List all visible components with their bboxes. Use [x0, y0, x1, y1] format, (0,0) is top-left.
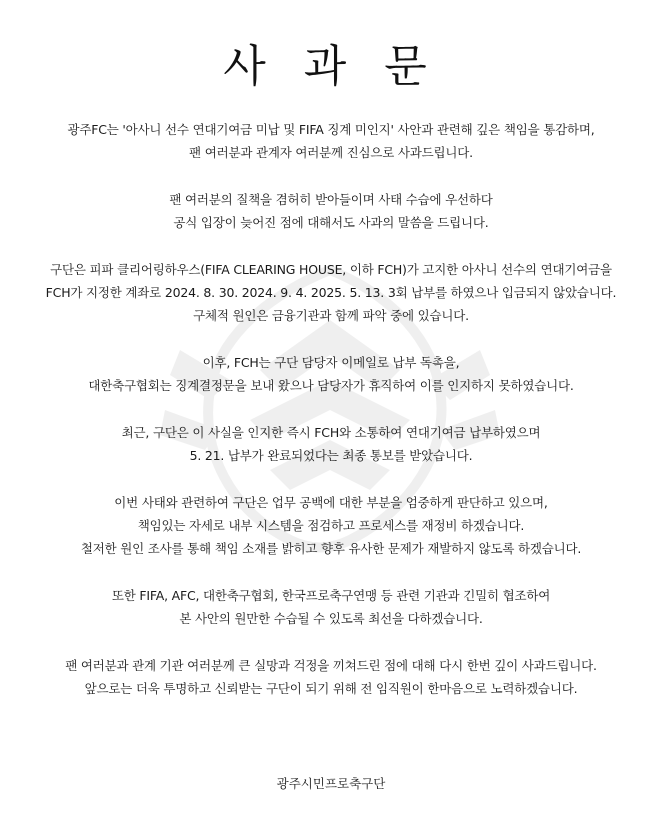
text-line: 광주FC는 '아사니 선수 연대기여금 미납 및 FIFA 징계 미인지' 사안과 관련해 깊은 책임을 통감하며, — [67, 122, 595, 137]
text-line: 5. 21. 납부가 완료되었다는 최종 통보를 받았습니다. — [189, 448, 473, 463]
paragraph-8 — [0, 654, 662, 700]
paragraph-3 — [0, 258, 662, 327]
signature: 광주시민프로축구단 — [276, 776, 386, 791]
document-title: 사 과 문 — [223, 41, 439, 92]
text-line: 대한축구협회는 징계결정문을 보내 왔으나 담당자가 휴직하여 이를 인지하지 못하였습니다. — [88, 378, 574, 393]
text-line: 또한 FIFA, AFC, 대한축구협회, 한국프로축구연맹 등 관련 기관과 긴밀히 협조하여 — [111, 588, 551, 603]
apology-body — [0, 118, 662, 724]
text-line: 책임있는 자세로 내부 시스템을 점검하고 프로세스를 재정비 하겠습니다. — [137, 518, 525, 533]
text-line: 이번 사태와 관련하여 구단은 업무 공백에 대한 부분을 엄중하게 판단하고 있으며, — [114, 495, 548, 510]
paragraph-6 — [0, 491, 662, 560]
text-line: 최근, 구단은 이 사실을 인지한 즉시 FCH와 소통하여 연대기여금 납부하였으며 — [121, 425, 541, 440]
text-line: 앞으로는 더욱 투명하고 신뢰받는 구단이 되기 위해 전 임직원이 한마음으로 노력하겠습니다. — [84, 681, 578, 696]
text-line: FCH가 지정한 계좌로 2024. 8. 30. 2024. 9. 4. 2025. 5. 13. 3회 납부를 하였으나 입금되지 않았습니다. — [45, 285, 617, 300]
text-line: 구체적 원인은 금융기관과 함께 파악 중에 있습니다. — [193, 308, 469, 323]
paragraph-5 — [0, 421, 662, 467]
text-line: 구단은 피파 클리어링하우스(FIFA CLEARING HOUSE, 이하 FCH)가 고지한 아사니 선수의 연대기여금을 — [50, 262, 612, 277]
paragraph-1 — [0, 118, 662, 164]
text-line: 팬 여러분과 관계자 여러분께 진심으로 사과드립니다. — [189, 145, 473, 160]
text-line: 이후, FCH는 구단 담당자 이메일로 납부 독촉을, — [202, 355, 460, 370]
text-line: 공식 입장이 늦어진 점에 대해서도 사과의 말씀을 드립니다. — [173, 215, 489, 230]
text-line: 팬 여러분과 관계 기관 여러분께 큰 실망과 걱정을 끼쳐드린 점에 대해 다시 한번 깊이 사과드립니다. — [65, 658, 597, 673]
text-line: 팬 여러분의 질책을 겸허히 받아들이며 사태 수습에 우선하다 — [169, 192, 493, 207]
text-line: 철저한 원인 조사를 통해 책임 소재를 밝히고 향후 유사한 문제가 재발하지 않도록 하겠습니다. — [80, 541, 582, 556]
paragraph-2 — [0, 188, 662, 234]
paragraph-7 — [0, 584, 662, 630]
text-line: 본 사안의 원만한 수습될 수 있도록 최선을 다하겠습니다. — [179, 611, 483, 626]
paragraph-4 — [0, 351, 662, 397]
